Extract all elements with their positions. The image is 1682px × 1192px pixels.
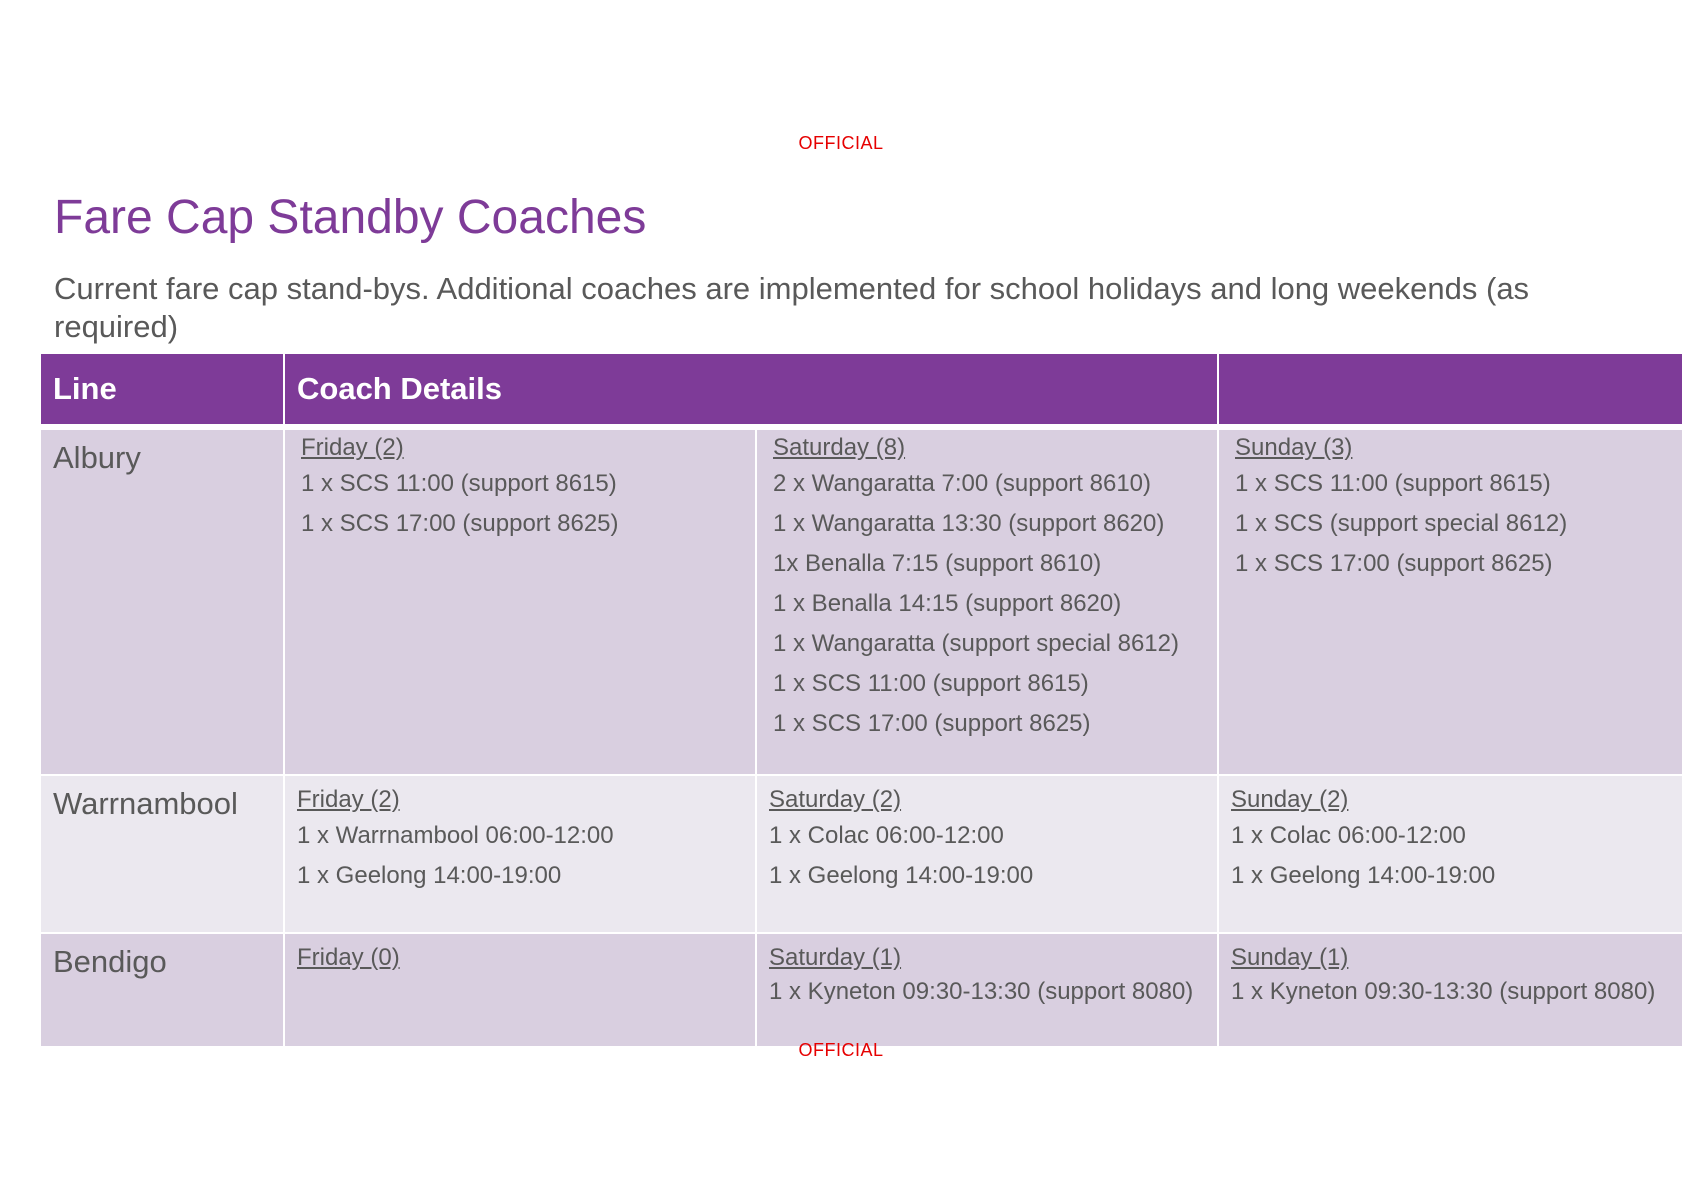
table-header-row	[41, 354, 1682, 427]
coach-item: 1 x Geelong 14:00-19:00	[297, 862, 562, 889]
coach-item: 1 x Geelong 14:00-19:00	[1231, 862, 1496, 889]
saturday-cell	[756, 933, 1218, 1046]
coach-item: 1 x Geelong 14:00-19:00	[769, 862, 1034, 889]
day-label-sunday: Sunday (3)	[1235, 434, 1353, 461]
coach-item: 1 x Colac 06:00-12:00	[769, 822, 1004, 849]
saturday-cell	[756, 775, 1218, 933]
friday-cell	[284, 775, 756, 933]
coach-item: 1 x Kyneton 09:30-13:30 (support 8080)	[1231, 978, 1656, 1005]
coach-item: 1 x Wangaratta 13:30 (support 8620)	[773, 510, 1165, 537]
coach-item: 1 x SCS 17:00 (support 8625)	[301, 510, 619, 537]
header-coach-details: Coach Details	[284, 354, 1218, 427]
line-name: Bendigo	[53, 944, 167, 979]
saturday-cell	[756, 427, 1218, 775]
coach-item: 1 x Kyneton 09:30-13:30 (support 8080)	[769, 978, 1194, 1005]
page-title: Fare Cap Standby Coaches	[54, 191, 647, 244]
friday-cell	[284, 427, 756, 775]
line-cell	[41, 427, 284, 775]
classification-label-bottom: OFFICIAL	[798, 1040, 884, 1060]
header-blank	[1218, 354, 1682, 427]
coach-item: 1 x SCS (support special 8612)	[1235, 510, 1568, 537]
coach-item: 2 x Wangaratta 7:00 (support 8610)	[773, 470, 1151, 497]
day-label-sunday: Sunday (2)	[1231, 786, 1349, 813]
day-label-friday: Friday (0)	[297, 944, 400, 971]
sunday-cell	[1218, 933, 1682, 1046]
coach-item: 1 x SCS 11:00 (support 8615)	[301, 470, 617, 497]
coach-item: 1 x SCS 17:00 (support 8625)	[773, 710, 1091, 737]
header-line: Line	[41, 354, 284, 427]
standby-coaches-table	[41, 354, 1682, 1046]
sunday-cell	[1218, 775, 1682, 933]
day-label-saturday: Saturday (2)	[769, 786, 902, 813]
coach-item: 1 x SCS 11:00 (support 8615)	[773, 670, 1089, 697]
coach-item: 1 x Warrnambool 06:00-12:00	[297, 822, 614, 849]
sunday-cell	[1218, 427, 1682, 775]
classification-label-top: OFFICIAL	[798, 133, 884, 153]
coach-item: 1 x Colac 06:00-12:00	[1231, 822, 1466, 849]
coach-item: 1x Benalla 7:15 (support 8610)	[773, 550, 1102, 577]
day-label-friday: Friday (2)	[297, 786, 400, 813]
coach-item: 1 x SCS 17:00 (support 8625)	[1235, 550, 1553, 577]
table-row-bendigo	[41, 933, 1682, 1046]
day-label-friday: Friday (2)	[301, 434, 404, 461]
table-row-warrnambool	[41, 775, 1682, 933]
day-label-sunday: Sunday (1)	[1231, 944, 1349, 971]
line-name: Warrnambool	[53, 786, 238, 821]
line-name: Albury	[53, 440, 141, 475]
coach-item: 1 x SCS 11:00 (support 8615)	[1235, 470, 1551, 497]
page-subtitle: Current fare cap stand-bys. Additional coaches are implemented for school holidays and long weekends (as required)	[54, 271, 1530, 344]
table-row-albury	[41, 427, 1682, 775]
day-label-saturday: Saturday (8)	[773, 434, 906, 461]
line-cell	[41, 933, 284, 1046]
friday-cell	[284, 933, 756, 1046]
line-cell	[41, 775, 284, 933]
day-label-saturday: Saturday (1)	[769, 944, 902, 971]
coach-item: 1 x Benalla 14:15 (support 8620)	[773, 590, 1122, 617]
coach-item: 1 x Wangaratta (support special 8612)	[773, 630, 1179, 657]
